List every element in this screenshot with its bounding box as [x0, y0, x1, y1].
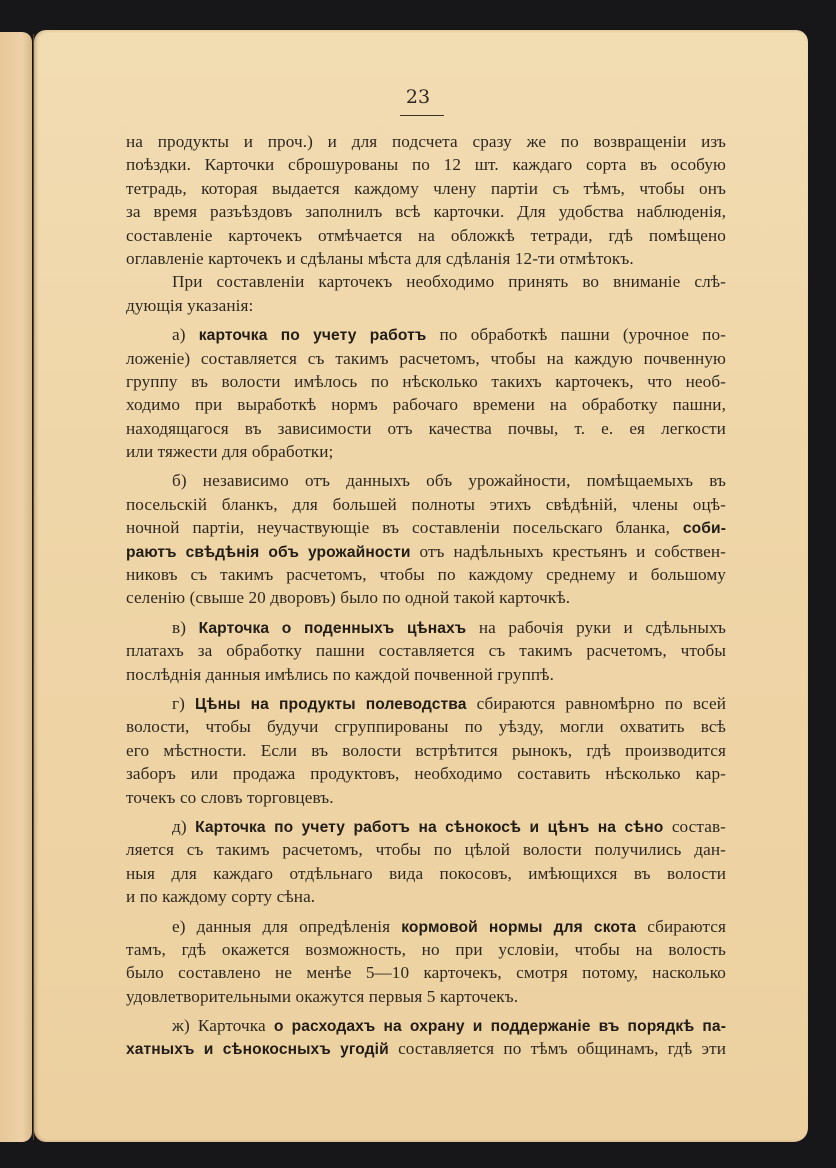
text-segment: тамъ, гдѣ окажется возможность, но при условіи, чтобы на волость	[126, 939, 726, 959]
emphasized-term: карточка по учету работъ	[198, 327, 427, 345]
text-segment: заборъ или продажа продуктовъ, необходимо составить нѣсколько кар-	[126, 764, 726, 784]
text-segment: сбираются равномѣрно по всей	[466, 693, 726, 713]
text-line	[126, 323, 726, 346]
text-line	[126, 224, 726, 247]
text-segment: группу въ волости имѣлось по нѣсколько такихъ карточекъ, что необ-	[126, 371, 726, 391]
text-segment: состав-	[663, 816, 726, 836]
text-line	[126, 762, 726, 785]
text-segment: платахъ за обработку пашни составляется съ такимъ расчетомъ, чтобы	[126, 641, 726, 661]
emphasized-term: хатныхъ и сѣнокосныхъ угодій	[126, 1041, 389, 1059]
text-line	[126, 200, 726, 223]
body-text	[126, 130, 726, 1061]
text-segment: г)	[172, 693, 196, 713]
emphasized-term: Карточка по учету работъ на сѣнокосѣ и цѣнъ на сѣно	[195, 818, 664, 836]
text-segment: в)	[172, 617, 199, 637]
text-line	[126, 885, 726, 908]
text-segment: посельскій бланкъ, для большей полноты этихъ свѣдѣній, члены оцѣ-	[126, 494, 726, 514]
page-gutter	[33, 34, 34, 1140]
text-segment: тетрадь, которая выдается каждому члену партіи съ тѣмъ, чтобы онъ	[126, 178, 726, 198]
text-segment: находящагося въ зависимости отъ качества почвы, т. е. ея легкости	[126, 418, 726, 438]
emphasized-term: кормовой нормы для скота	[401, 918, 637, 936]
emphasized-term: раютъ свѣдѣнія объ урожайности	[126, 543, 411, 561]
text-segment: удовлетворительными окажутся первыя 5 карточекъ.	[126, 986, 519, 1006]
text-line	[126, 563, 726, 586]
text-line	[126, 1037, 726, 1060]
text-line	[126, 130, 726, 153]
text-line	[126, 639, 726, 662]
text-segment: волости, чтобы будучи сгруппированы по уѣзду, могли охватить всѣ	[126, 717, 726, 737]
text-line	[126, 586, 726, 609]
emphasized-term: соби-	[682, 520, 726, 538]
text-segment: б) независимо отъ данныхъ объ урожайности, помѣщаемыхъ въ	[172, 471, 726, 491]
text-line	[126, 177, 726, 200]
text-segment: его мѣстности. Если въ волости встрѣтится рынокъ, гдѣ производится	[126, 740, 726, 760]
text-line	[126, 493, 726, 516]
text-segment: составленіе карточекъ отмѣчается на обложкѣ тетради, гдѣ помѣщено	[126, 225, 726, 245]
text-segment: ляется съ такимъ расчетомъ, чтобы по цѣлой волости получились дан-	[126, 840, 726, 860]
text-segment: и по каждому сорту сѣна.	[126, 887, 316, 907]
text-segment: ж) Карточка	[172, 1016, 274, 1036]
text-line	[126, 440, 726, 463]
text-line	[126, 1014, 726, 1037]
emphasized-term: Карточка о поденныхъ цѣнахъ	[198, 619, 467, 637]
text-line	[126, 247, 726, 270]
text-segment: При составленіи карточекъ необходимо принять во вниманіе слѣ-	[172, 272, 726, 292]
text-line	[126, 815, 726, 838]
text-segment: ложеніе) составляется съ такимъ расчетомъ, чтобы на каждую почвенную	[126, 348, 726, 368]
text-line	[126, 692, 726, 715]
emphasized-term: о расходахъ на охрану и поддержаніе въ порядкѣ па-	[273, 1018, 726, 1036]
text-line	[126, 393, 726, 416]
emphasized-term: Цѣны на продукты полеводства	[195, 695, 467, 713]
text-segment: а)	[172, 325, 199, 345]
text-segment: отъ надѣльныхъ крестьянъ и собствен-	[410, 541, 726, 561]
text-line	[126, 417, 726, 440]
text-line	[126, 370, 726, 393]
text-line	[126, 715, 726, 738]
text-segment: селенію (свыше 20 дворовъ) было по одной такой карточкѣ.	[126, 588, 571, 608]
text-segment: е) данныя для опредѣленія	[172, 916, 402, 936]
facing-page-edge	[0, 32, 32, 1142]
text-line	[126, 294, 726, 317]
text-segment: сбираются	[636, 916, 726, 936]
text-line	[126, 469, 726, 492]
text-line	[126, 961, 726, 984]
text-segment: на рабочія руки и сдѣльныхъ	[466, 617, 726, 637]
text-segment: по обработкѣ пашни (урочное по-	[426, 325, 726, 345]
text-segment: ночной партіи, неучаствующіе въ составленіи посельскаго бланка,	[126, 518, 683, 538]
text-line	[126, 985, 726, 1008]
text-segment: поѣздки. Карточки сброшурованы по 12 шт. каждаго сорта въ особую	[126, 155, 726, 175]
text-line	[126, 862, 726, 885]
text-segment: составляется по тѣмъ общинамъ, гдѣ эти	[388, 1039, 726, 1059]
text-segment: оглавленіе карточекъ и сдѣланы мѣста для сдѣланія 12-ти отмѣтокъ.	[126, 248, 634, 268]
text-segment: никовъ съ такимъ расчетомъ, чтобы по каждому среднему и большому	[126, 565, 726, 585]
text-segment: послѣднія данныя имѣлись по каждой почвенной группѣ.	[126, 664, 555, 684]
page-number-rule	[400, 115, 444, 116]
text-segment: точекъ со словъ торговцевъ.	[126, 787, 334, 807]
text-line	[126, 616, 726, 639]
text-line	[126, 153, 726, 176]
text-line	[126, 516, 726, 539]
text-line	[126, 786, 726, 809]
text-segment: на продукты и проч.) и для подсчета сразу же по возвращеніи изъ	[126, 132, 726, 151]
text-line	[126, 270, 726, 293]
text-segment: дующія указанія:	[126, 295, 254, 315]
text-line	[126, 938, 726, 961]
text-segment: было составлено не менѣе 5—10 карточекъ, смотря потому, насколько	[126, 963, 726, 983]
text-line	[126, 838, 726, 861]
text-line	[126, 663, 726, 686]
text-segment: ходимо при выработкѣ нормъ рабочаго времени на обработку пашни,	[126, 395, 726, 415]
text-line	[126, 915, 726, 938]
text-line	[126, 540, 726, 563]
text-segment: за время разъѣздовъ заполнилъ всѣ карточки. Для удобства наблюденія,	[126, 202, 726, 222]
text-segment: д)	[172, 816, 196, 836]
text-segment: или тяжести для обработки;	[126, 442, 334, 462]
text-line	[126, 347, 726, 370]
text-line	[126, 739, 726, 762]
page-number: 23	[405, 86, 431, 108]
text-segment: ныя для каждаго отдѣльнаго вида покосовъ, имѣющихся въ волости	[126, 863, 726, 883]
